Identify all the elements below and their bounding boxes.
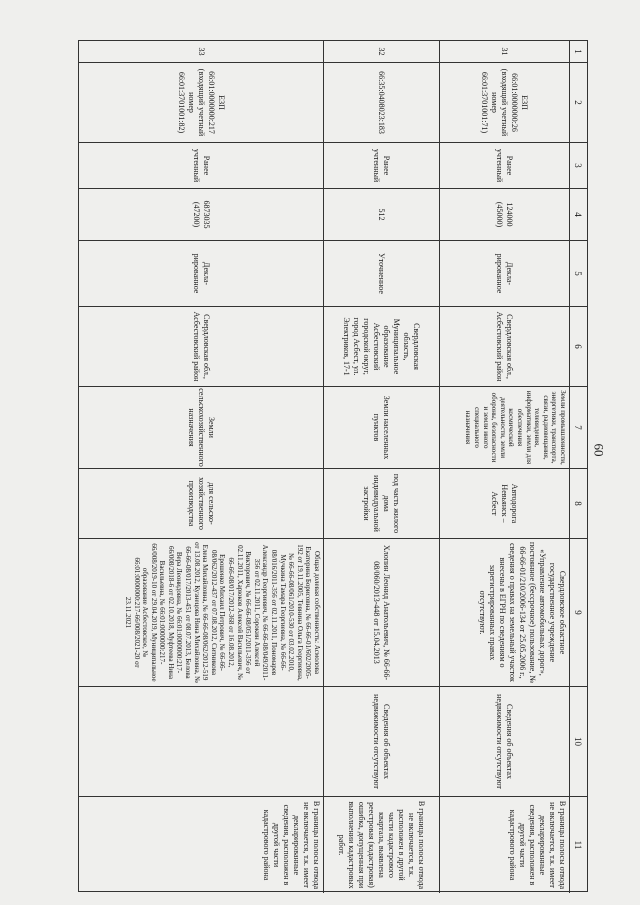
plot-area: 512 [324,189,439,241]
area-type: Уточненное [324,241,439,307]
record-status: Ранее учтенный [324,143,439,189]
land-category: Земли сельскохозяйственного назначения [79,387,323,469]
table-row [323,41,439,893]
note: В границы полосы отвода не включается, т.к. расположен в другой части кадастрового квартала, выявлена реестровая (кадастровая) ошибка, допущенная при выполнении кадастровых работ. [337,800,427,890]
rights-info: Общая долевая собственность: Асмолова Екатерина Борисовна, № 66-66-01/602/2005-192 от 19.11.2005, Тевнина Ольга Георгиевна, № 66-66-08/061/2010-530 от 03.02.2010, Мучкина Тамара Георгиевна, № 66-66-08/016/2011-356 от 02.11.2011, Пономарев Александр Георгиевич, № 66-66-08/049/2011-356 от 02.11.2011, Сорокин Алексей Викторович, № 66-66-08/051/2011-356 от 02.11.2011, Харюков Алексей Васильевич, № 66-66-08/017/2012-368 от 16.08.2012, Ерошенко Михаил Петрович, № 66-66-08/062/2012-437 от 07.08.2012, Ситникова Елена Михайловна, № 66-66-08/062/2012-519 от 13.08.2012, Кузнецова Нина Михайловна, № 66-66-08/017/2013-451 от 08.07.2013, Белова Вера Леонидовна, № 66:01:0000000:217-66/008/2018-6 от 02.10.2018, Муфтеева Нина Васильевна, № 66:01:0000000:217-66/008/2019-10 от 29.04.2019, Муниципальное образование Асбестовское, № 66:01:0000000:217-66/008/2021-20 от 23.11.2021 [79,539,323,687]
record-status: Ранее учтенный [440,143,569,189]
header-cell: 6 [570,307,587,387]
note: В границы полосы отвода не включается, т.к. имеет декларированные сведения, расположен в другой части кадастрового района [262,800,321,890]
page-number: 60 [591,443,607,457]
header-cell: 11 [573,840,583,850]
record-status: Ранее учтенный [79,143,323,189]
realty-info: Сведения об объектах недвижимости отсутствуют [440,687,569,797]
land-category: Земли промышленности, энергетики, транспорта, связи, радиовещания, телевидения, информатики, земли для обеспечения космической деятельности, земли обороны, безопасности и земли иного специального назначения [440,387,569,469]
area-type: Декла-рированное [440,241,569,307]
plot-area: 124000 (45000) [440,189,569,241]
plot-area: 6873035 (47200) [79,189,323,241]
header-cell: 2 [570,63,587,143]
plot-location: Свердловская обл., Асбестовский район [440,307,569,387]
row-number: 32 [324,41,439,63]
cadastral-number: ЕЗП 66:01:0000000:217 (входящий учетный номер 66:01:3701001:82) [79,63,323,143]
header-cell: 9 [570,539,587,687]
header-cell: 7 [570,387,587,469]
header-cell: 4 [570,189,587,241]
realty-info [79,687,323,797]
permitted-use: для сельско-хозяйственного производства [79,469,323,539]
header-cell: 3 [570,143,587,189]
permitted-use: Автодорога Невьянск – Асбест [440,469,569,539]
rights-info: Свердловское областное государственное учреждение «Управление автомобильных дорог», постоянное (бессрочное) пользование, № 66-66-01/210/2006-134 от 25.05.2006 г., сведения о правах на земельный участок внесены в ЕГРН по сведениям о зарегистрированных правах отсутствуют. [440,539,569,687]
note: В границы полосы отвода не включается, т.к. имеет декларированные сведения, расположен в другой части кадастрового района [508,800,567,890]
table-row [79,41,323,893]
land-plots-table [78,40,588,892]
rights-info: Хлопин Леонид Анатольевич, № 66-66-08/060/2013-448 от 15.04.2013 [324,539,439,687]
cadastral-number: 66:35:0408023:183 [324,63,439,143]
table-header-row [569,41,587,893]
header-cell: 1 [570,41,587,63]
row-number: 31 [440,41,569,63]
table-row [439,41,569,893]
cadastral-number: ЕЗП 66:01:0000000:26 (входящий учетный номер 66:01:3701001:71) [440,63,569,143]
row-number: 33 [79,41,323,63]
land-category: Земли населенных пунктов [324,387,439,469]
plot-location: Свердловская область, Муниципальное образование Асбестовский городской округ, город Асбест, ул. Электриков, 17-1 [324,307,439,387]
area-type: Декла-рированное [79,241,323,307]
realty-info: Сведения об объектах недвижимости отсутствуют [324,687,439,797]
permitted-use: под часть жилого дома индивидуальной застройки [324,469,439,539]
header-cell: 8 [570,469,587,539]
plot-location: Свердловская обл., Асбестовский район [79,307,323,387]
header-cell: 10 [570,687,587,797]
header-cell: 5 [570,241,587,307]
